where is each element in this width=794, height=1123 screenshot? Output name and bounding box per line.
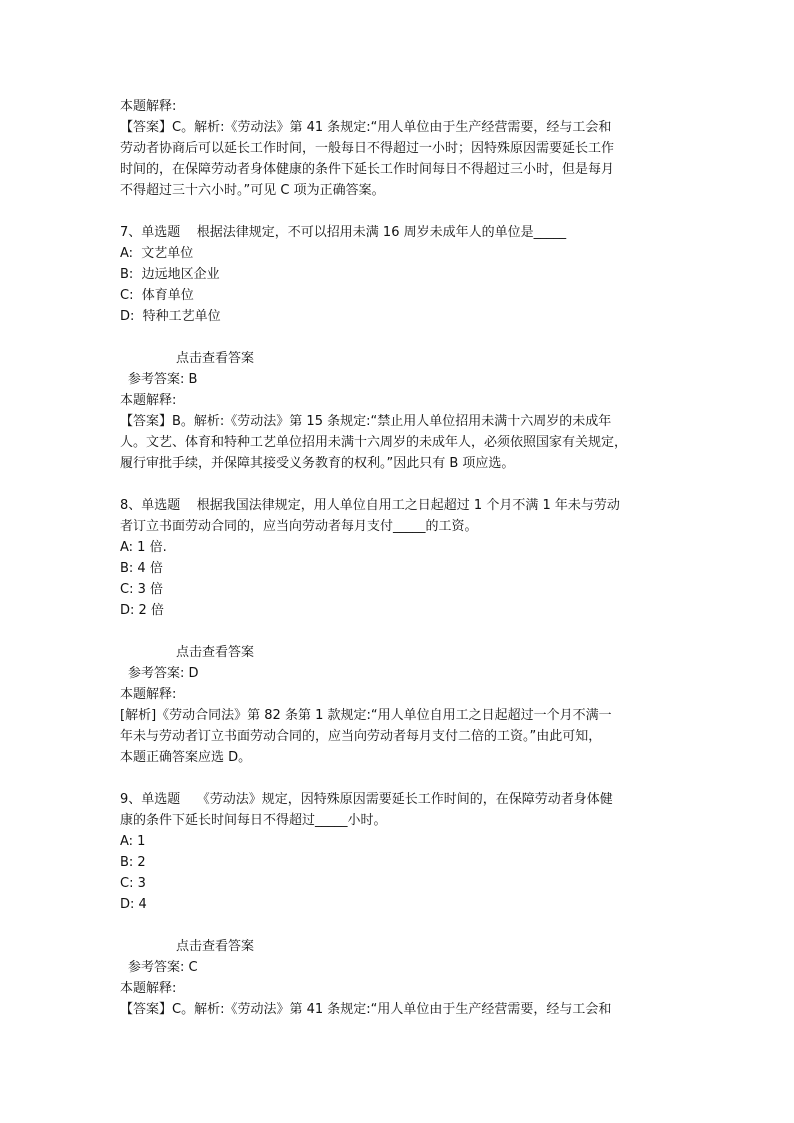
option-c: C: 体育单位 [120,288,194,303]
reference-answer: 参考答案: C [128,960,198,975]
explanation-line: 时间的，在保障劳动者身体健康的条件下延长工作时间每日不得超过三小时，但是每月 [120,162,615,177]
explanation-label: 本题解释: [120,99,177,114]
explanation-line: 履行审批手续，并保障其接受义务教育的权利。”因此只有 B 项应选。 [120,456,515,471]
question-stem: 者订立书面劳动合同的，应当向劳动者每月支付_____的工资。 [120,519,478,534]
question-stem: 9、单选题 《劳动法》规定，因特殊原因需要延长工作时间的，在保障劳动者身体健 [120,792,613,807]
option-d: D: 特种工艺单位 [120,309,221,324]
explanation-line: 年未与劳动者订立书面劳动合同的，应当向劳动者每月支付二倍的工资。”由此可知， [120,729,602,744]
show-answer-link[interactable]: 点击查看答案 [176,645,255,660]
question-9 [120,789,680,1020]
reference-answer: 参考答案: B [128,372,198,387]
explanation-label: 本题解释: [120,687,177,702]
option-d: D: 4 [120,897,147,912]
explanation-label: 本题解释: [120,981,177,996]
option-c: C: 3 [120,876,146,891]
document-page [120,96,680,1020]
option-b: B: 4 倍 [120,561,163,576]
option-a: A: 1 [120,834,146,849]
option-a: A: 文艺单位 [120,246,194,261]
explanation-label: 本题解释: [120,393,177,408]
explanation-line: 不得超过三十六小时。”可见 C 项为正确答案。 [120,183,385,198]
option-d: D: 2 倍 [120,603,164,618]
explanation-line: 【答案】C。解析:《劳动法》第 41 条规定:“用人单位由于生产经营需要，经与工会和 [120,1002,612,1017]
question-stem: 康的条件下延长时间每日不得超过_____小时。 [120,813,387,828]
question-stem: 7、单选题 根据法律规定，不可以招用未满 16 周岁未成年人的单位是_____ [120,225,567,240]
explanation-block [120,96,680,201]
option-b: B: 2 [120,855,146,870]
option-b: B: 边远地区企业 [120,267,220,282]
explanation-line: 人。文艺、体育和特种工艺单位招用未满十六周岁的未成年人，必须依照国家有关规定， [120,435,628,450]
question-stem: 8、单选题 根据我国法律规定，用人单位自用工之日起超过 1 个月不满 1 年未与劳动 [120,498,620,513]
reference-answer: 参考答案: D [128,666,199,681]
explanation-line: 本题正确答案应选 D。 [120,750,252,765]
explanation-line: [解析]《劳动合同法》第 82 条第 1 款规定:“用人单位自用工之日起超过一个月不满一 [120,708,612,723]
explanation-line: 【答案】B。解析:《劳动法》第 15 条规定:“禁止用人单位招用未满十六周岁的未成年 [120,414,612,429]
question-8 [120,495,680,768]
explanation-line: 【答案】C。解析:《劳动法》第 41 条规定:“用人单位由于生产经营需要，经与工会和 [120,120,612,135]
question-7 [120,222,680,474]
option-c: C: 3 倍 [120,582,163,597]
show-answer-link[interactable]: 点击查看答案 [176,351,255,366]
explanation-line: 劳动者协商后可以延长工作时间，一般每日不得超过一小时；因特殊原因需要延长工作 [120,141,615,156]
option-a: A: 1 倍. [120,540,167,555]
show-answer-link[interactable]: 点击查看答案 [176,939,255,954]
